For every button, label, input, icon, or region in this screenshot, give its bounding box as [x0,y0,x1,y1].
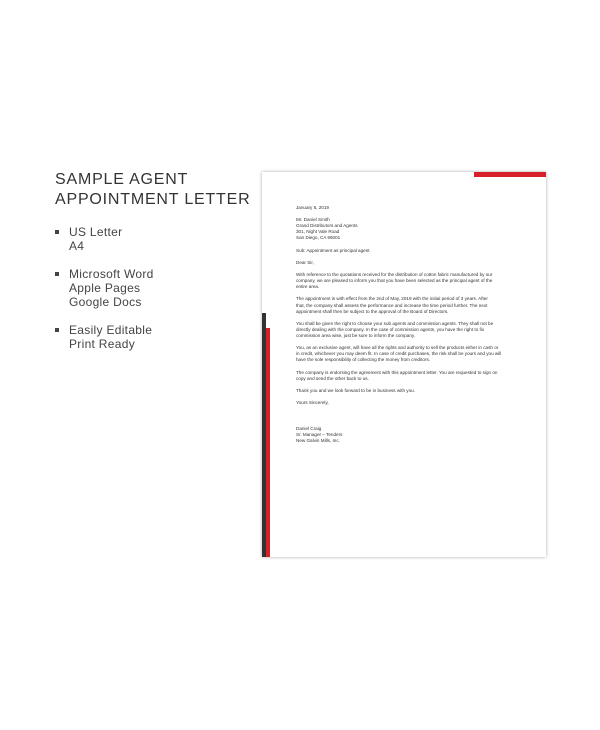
letter-paragraph: You, as an exclusive agent, will have all the rights and authority to sell the products either in cash or in credit, whichever you may deem fit. In case of credit purchases, the risk shall be yours and you will have the sole responsibility of collecting the money from creditors. [296,345,502,363]
title-line: APPOINTMENT LETTER [55,191,251,208]
title-line: SAMPLE AGENT [55,171,189,188]
bullet-icon [55,230,59,234]
letter-recipient: Mr. Daniel Smith Grand Distributors and Agents 301, Night Vale Road San Diego, CA 96001 [296,217,358,241]
feature-item: Google Docs [69,295,142,309]
feature-list [55,225,154,365]
feature-group-formats [55,225,154,253]
letter-paragraph: With reference to the quotations received for the distribution of cotton fabric manufactured by our company, we are pleased to inform you that you have been selected as the principal agent of the entire area. [296,272,493,290]
letter-paragraph: The appointment is with effect from the 2nd of May, 2019 with the initial period of 3 years. After that, the company shall assess the performance and increase the time period further. The next appointment shall then be subject to the approval of the Board of Directors. [296,296,488,314]
feature-item: Print Ready [69,337,135,351]
letter-subject: Sub: Appointment as principal agent [296,247,370,253]
letter-closing: Yours Sincerely, [296,400,329,405]
feature-item: A4 [69,239,85,253]
bullet-icon [55,328,59,332]
feature-item: Easily Editable [69,323,153,337]
bullet-icon [55,272,59,276]
letter-preview [262,172,546,557]
letter-paragraph: You shall be given the right to choose your sub agents and commission agents. They shall not be directly dealing with the company. In the case of commission agents, you have the right to fix commission area wise, just be sure to inform the company. [296,320,494,338]
feature-item: US Letter [69,225,123,239]
red-side-bar [266,328,270,557]
feature-item: Apple Pages [69,281,141,295]
letter-paragraph: Thank you and we look forward to be in business with you. [296,387,415,393]
page-title [55,170,250,210]
feature-group-editing [55,323,154,351]
letter-paragraph: The company is endorsing the agreement with this appointment letter. You are requested to sign on copy and send the other back to us. [296,369,498,381]
red-accent-bar [474,172,546,177]
letter-body [296,205,536,450]
letter-salutation: Dear Sir, [296,259,314,265]
feature-group-apps [55,267,154,309]
letter-date: January 8, 2019 [296,205,329,210]
feature-item: Microsoft Word [69,267,154,281]
letter-signature: Daniel Craig Sr. Manager – Tenders New Galvin Mills, Inc. [296,426,343,444]
